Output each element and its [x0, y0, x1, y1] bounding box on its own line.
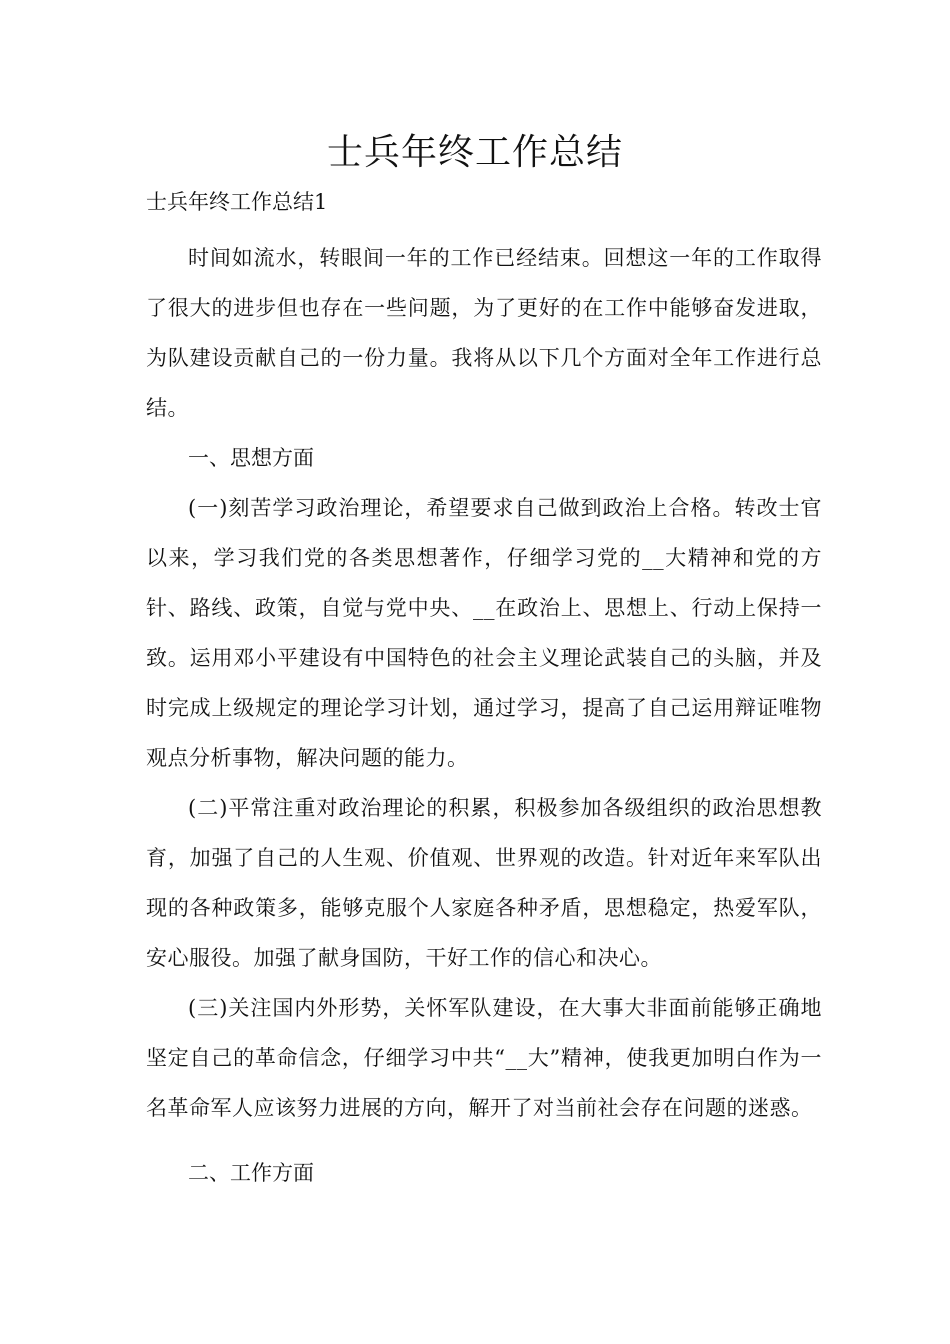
section-heading-work: 二、工作方面 [188, 1161, 314, 1185]
document-title: 士兵年终工作总结 [326, 132, 623, 173]
document-body [146, 233, 822, 1198]
thought-paragraph-3: (三)关注国内外形势，关怀军队建设，在大事大非面前能够正确地坚定自己的革命信念，仔细学习中共“__大”精神，使我更加明白作为一名革命军人应该努力进展的方向，解开了对当前社会存在问题的迷惑。 [146, 996, 822, 1120]
thought-paragraph-1: (一)刻苦学习政治理论，希望要求自己做到政治上合格。转改士官以来，学习我们党的各类思想著作，仔细学习党的__大精神和党的方针、路线、政策，自觉与党中央、__在政治上、思想上、行动上保持一致。运用邓小平建设有中国特色的社会主义理论武装自己的头脑，并及时完成上级规定的理论学习计划，通过学习，提高了自己运用辩证唯物观点分析事物，解决问题的能力。 [146, 496, 822, 770]
section-spacer [146, 1133, 822, 1148]
section-heading-thought: 一、思想方面 [188, 446, 314, 470]
thought-paragraph-2: (二)平常注重对政治理论的积累，积极参加各级组织的政治思想教育，加强了自己的人生观、价值观、世界观的改造。针对近年来军队出现的各种政策多，能够克服个人家庭各种矛盾，思想稳定，热爱军队，安心服役。加强了献身国防，干好工作的信心和决心。 [146, 796, 822, 970]
intro-paragraph: 时间如流水，转眼间一年的工作已经结束。回想这一年的工作取得了很大的进步但也存在一些问题，为了更好的在工作中能够奋发进取，为队建设贡献自己的一份力量。我将从以下几个方面对全年工作进行总结。 [146, 246, 822, 420]
document-subtitle: 士兵年终工作总结1 [146, 190, 328, 214]
